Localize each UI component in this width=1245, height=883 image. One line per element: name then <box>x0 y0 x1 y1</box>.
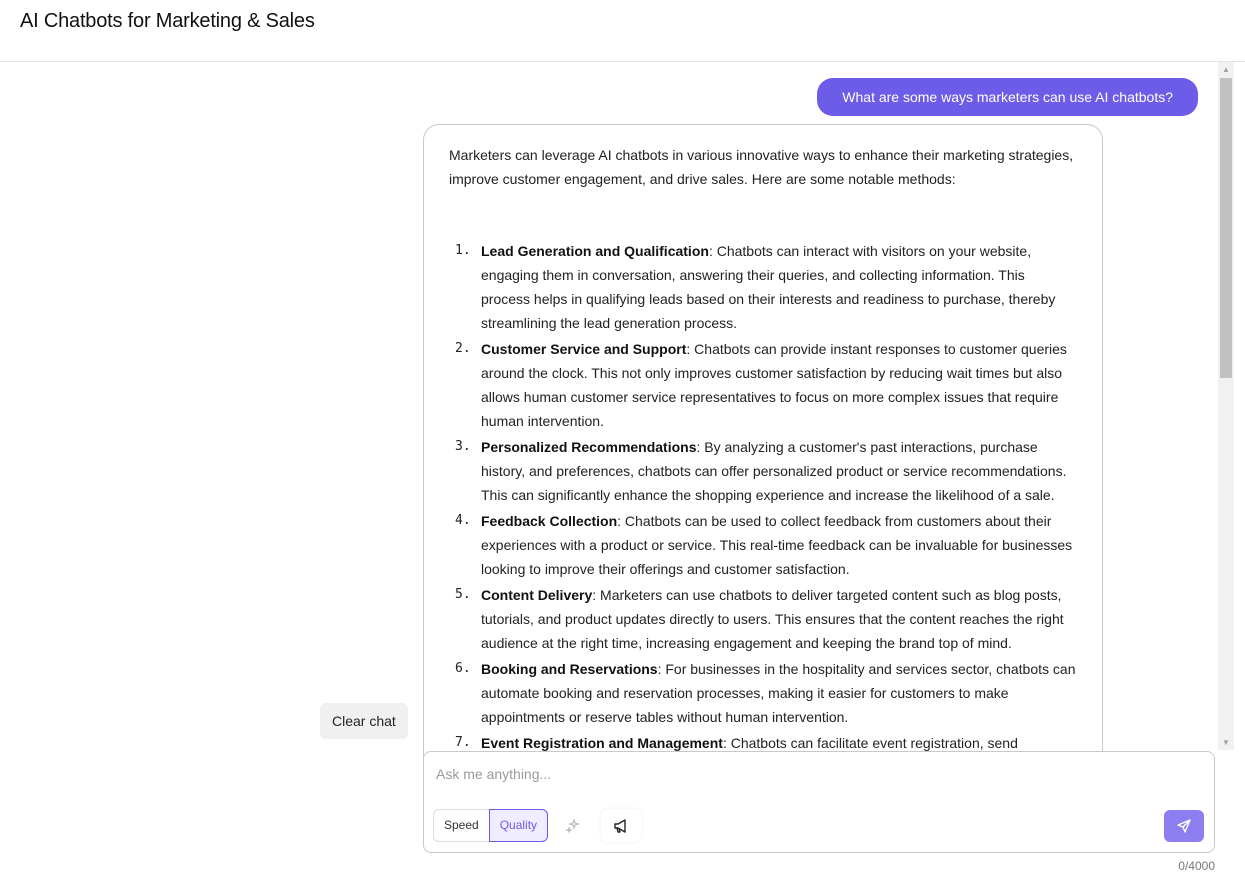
item-number: 3. <box>455 439 471 454</box>
item-title: Booking and Reservations <box>481 661 658 677</box>
scrollbar[interactable] <box>1218 62 1234 750</box>
page-title: AI Chatbots for Marketing & Sales <box>20 10 315 32</box>
list-item <box>449 435 1077 507</box>
chat-input-box <box>423 751 1215 853</box>
user-message: What are some ways marketers can use AI chatbots? <box>817 78 1198 116</box>
item-text: : Chatbots can facilitate event registration, send <box>722 735 1018 751</box>
list-item <box>449 337 1077 433</box>
chat-area <box>0 62 1218 750</box>
item-title: Personalized Recommendations <box>481 439 697 455</box>
megaphone-icon <box>612 817 630 835</box>
methods-list <box>449 239 1077 779</box>
item-number: 4. <box>455 513 471 528</box>
quality-mode-button[interactable]: Quality <box>489 809 548 842</box>
send-button[interactable] <box>1164 810 1204 842</box>
bot-intro: Marketers can leverage AI chatbots in various innovative ways to enhance their marketing strategies, improve customer engagement, and drive sales. Here are some notable methods: <box>449 147 1074 187</box>
item-text: : Chatbots can provide instant responses to customer queries around the clock. This not only improves customer satisfaction by reducing wait times but also allows human customer service representatives to focus on more complex issues that require human intervention. <box>481 341 1067 429</box>
item-title: Content Delivery <box>481 587 593 603</box>
item-text: : For businesses in the hospitality and services sector, chatbots can automate booking and reservation processes, making it easier for customers to make appointments or reserve tables without human intervention. <box>481 661 1076 725</box>
speed-mode-button[interactable]: Speed <box>433 809 489 842</box>
scroll-up-icon[interactable]: ▲ <box>1222 65 1230 74</box>
bot-message <box>423 124 1103 802</box>
send-icon <box>1176 818 1192 834</box>
item-title: Event Registration and Management <box>481 735 723 751</box>
list-item <box>449 509 1077 581</box>
item-title: Feedback Collection <box>481 513 618 529</box>
chat-input[interactable] <box>436 766 1136 782</box>
item-number: 2. <box>455 341 471 356</box>
clear-chat-tooltip[interactable]: Clear chat <box>320 703 408 739</box>
list-item <box>449 657 1077 729</box>
item-number: 6. <box>455 661 471 676</box>
list-item <box>449 583 1077 655</box>
item-text: : Marketers can use chatbots to deliver targeted content such as blog posts, tutorials, and product updates directly to users. This ensures that the content reaches the right audience at the right time, increasing engagement and keeping the brand top of mind. <box>481 587 1064 651</box>
item-text: : By analyzing a customer's past interactions, purchase history, and preferences, chatbots can offer personalized product or service recommendations. This can significantly enhance the shopping experience and increase the likelihood of a sale. <box>481 439 1067 503</box>
scroll-down-icon[interactable]: ▼ <box>1222 738 1230 747</box>
sparkle-icon <box>565 818 581 834</box>
announce-button[interactable] <box>601 809 641 842</box>
item-number: 7. <box>455 735 471 750</box>
item-number: 1. <box>455 243 471 258</box>
header <box>0 0 1245 62</box>
item-text: : Chatbots can interact with visitors on your website, engaging them in conversation, answering their queries, and collecting information. This process helps in qualifying leads based on their interests and readiness to purchase, thereby streamlining the lead generation process. <box>481 243 1056 331</box>
item-text: : Chatbots can be used to collect feedback from customers about their experiences with a product or service. This real-time feedback can be invaluable for businesses looking to improve their offerings and customer satisfaction. <box>481 513 1073 577</box>
list-item <box>449 239 1077 335</box>
scrollbar-thumb[interactable] <box>1220 78 1232 378</box>
item-title: Lead Generation and Qualification <box>481 243 709 259</box>
char-counter: 0/4000 <box>1178 859 1215 873</box>
item-number: 5. <box>455 587 471 602</box>
sparkle-button[interactable] <box>557 809 589 842</box>
item-title: Customer Service and Support <box>481 341 687 357</box>
mode-toggle <box>433 809 548 842</box>
